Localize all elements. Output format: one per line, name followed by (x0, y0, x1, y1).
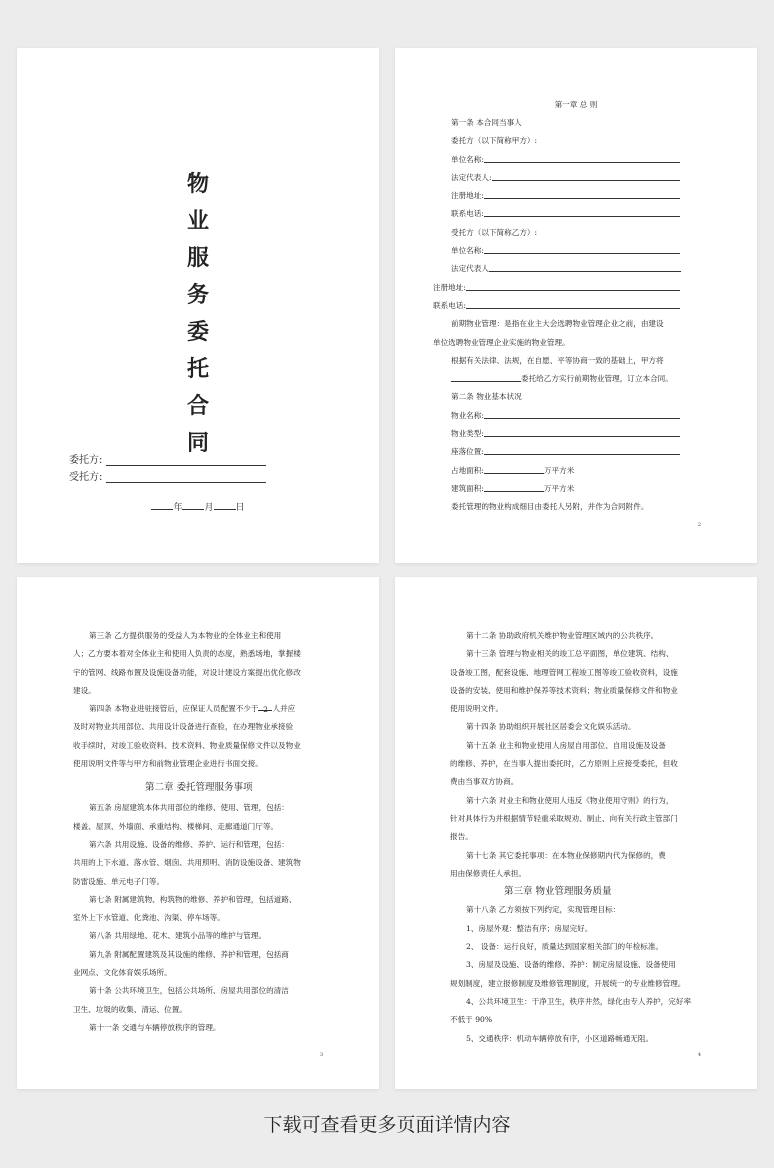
title-char: 托 (186, 357, 209, 382)
text-line: 的维修、养护，在当事人提出委托时，乙方原则上应接受委托，但收 (450, 759, 678, 769)
text-line: 第七条 附属建筑物、构筑物的维修、养护和管理，包括道路、 (89, 894, 297, 904)
text-line: 建设。 (73, 685, 96, 695)
chapter-heading: 第三章 物业管理服务质量 (504, 886, 612, 898)
text-line: 2、 设备：运行良好，质量达到国家相关部门的年检标准。 (466, 942, 664, 952)
client-label: 委托方: (69, 455, 103, 466)
text-line: 设备竣工图，配套设施、地理管网工程竣工图等竣工验收资料，设施 (450, 667, 678, 677)
text-line: 防雷设施、单元电子门等。 (73, 876, 165, 886)
text-line: 规划制度，建立报修制度及维修管理制度，开展统一的专业维修管理。 (450, 978, 686, 988)
text-line: 及时对物业共用部位、共用设计设备进行查验，在办理物业承接验 (73, 722, 294, 732)
text-line: 第三条 乙方提供服务的受益人为本物业的全体业主和使用 (89, 631, 282, 640)
title-char: 同 (186, 431, 209, 456)
title-char: 务 (186, 283, 209, 308)
text-line: 5、交通秩序：机动车辆停放有序，小区道路畅通无阻。 (466, 1033, 654, 1043)
page-number: 4 (697, 1052, 701, 1058)
title-char: 服 (186, 246, 209, 271)
text-line: 受托方（以下简称乙方）: (451, 227, 538, 237)
text-line: 不低于 90% (450, 1015, 493, 1025)
text-line: 室外上下水管道、化粪池、沟渠、停车场等。 (73, 913, 225, 923)
text-line: 卫生、垃圾的收集、清运、位置。 (73, 1004, 187, 1014)
title-char: 合 (186, 394, 209, 419)
trustee-label: 受托方: (69, 472, 103, 483)
text-line: 3、房屋及设施、设备的维修、养护：制定房屋设施、设备使用 (466, 960, 676, 970)
text-line: 使用说明文件。 (450, 704, 504, 714)
text-line: 第十二条 协助政府机关维护物业管理区域内的公共秩序。 (466, 631, 659, 640)
text-line: 第十一条 交通与车辆停放秩序的管理。 (89, 1022, 221, 1032)
page-2 (395, 48, 757, 563)
text-line: 第六条 共用设施、设备的维修、养护、运行和管理，包括： (89, 839, 289, 849)
text-line: 第十七条 其它委托事项：在本物业保修期内代为保修的，费 (466, 850, 666, 860)
cover-page (17, 48, 379, 563)
page-4-body (450, 627, 691, 1048)
text-line: 第九条 附属配置建筑及其设施的维修、养护和管理，包括商 (89, 949, 289, 959)
title-char: 物 (186, 172, 209, 197)
text-line: 第五条 房屋建筑本体共用部位的维修、使用、管理，包括： (89, 803, 289, 813)
title-char: 委 (186, 320, 209, 345)
text-line: 第十三条 管理与物业相关的竣工总平面图，单位建筑、结构、 (466, 649, 674, 659)
client-line (106, 456, 266, 466)
text-line: 第十条 公共环境卫生，包括公共场所、房屋共用部位的清洁 (89, 986, 289, 996)
text-line: 第十四条 协助组织开展社区居委会文化娱乐活动。 (466, 722, 636, 732)
text-line: 单位选聘物业管理企业实施的物业管理。 (433, 337, 570, 347)
text-line: 第十八条 乙方须按下列约定，实现管理目标： (466, 905, 621, 915)
page-4 (395, 577, 757, 1089)
text-line: 第八条 共用绿地、花木、建筑小品等的维护与管理。 (89, 931, 267, 941)
text-line: 1、房屋外观：整洁有序；房屋完好。 (466, 923, 593, 933)
page-number: 3 (319, 1052, 323, 1058)
text-line: 人；乙方要本着对全体业主和使用人负责的态度，熟悉场地，掌握楼 (73, 649, 301, 659)
text-line: 前期物业管理：是指在业主大会选聘物业管理企业之前，由建设 (451, 319, 664, 329)
text-line: 根据有关法律、法规，在自愿、平等协商一致的基础上，甲方将 (451, 355, 664, 365)
download-caption: 下载可查看更多页面详情内容 (263, 1114, 511, 1136)
text-line: 第一条 本合同当事人 (451, 118, 522, 127)
text-line: 用由保修责任人承担。 (450, 868, 526, 878)
trustee-line (106, 473, 266, 483)
page-number: 2 (697, 522, 701, 528)
text-line: 业网点、文化体育娱乐场所。 (73, 968, 172, 978)
text-line: 4、公共环境卫生：干净卫生，秩序井然，绿化由专人养护，完好率 (466, 996, 692, 1006)
cover-title (17, 166, 379, 462)
client-field (69, 451, 266, 466)
text-line: 委托管理的物业构成细目由委托人另附，并作为合同附件。 (451, 502, 649, 512)
text-line: 使用说明文件等与甲方和前物业管理企业进行书面交接。 (73, 759, 263, 769)
chapter-heading: 第一章 总 则 (554, 100, 598, 109)
text-line: 收手续时，对竣工验收资料、技术资料、物业质量保修文件以及物业 (73, 740, 301, 750)
text-line: 楼盖、屋顶、外墙面、承重结构、楼梯间、走廊通道门厅等。 (73, 821, 279, 831)
text-line: 委托方（以下简称甲方）: (451, 136, 538, 146)
text-line: 针对具体行为并根据情节轻重采取规劝、制止、向有关行政主管部门 (450, 813, 678, 823)
text-line: 设备的安装、使用和维护保养等技术资料；物业质量保修文件和物业 (450, 685, 678, 695)
trustee-field (69, 468, 266, 483)
text-line: 报告。 (450, 832, 473, 842)
page-3-body: 第三条 乙方提供服务的受益人为本物业的全体业主和使用 人；乙方要本着对全体业主和使用人负责的态度，熟悉场地，掌握楼 宇的管网、线路布置及设施设备功能，对设计建设方案提出优化修改 建设。 第四条 本物业进驻接管后，应保证人员配置不少于 2 人并应 及时对物业共用部位、共用设计设备进行查验，在办理物业承接验 收手续时，对竣工验收资料、技术资料、物业质量保修文件以及物业 使用说明文件等与甲方和前物业管理企业进行书面交接。 第二章 委托管理服务事项 第五条 房屋建筑本体共用部位的维修、使用、管理，包括： 楼盖、屋顶、外墙面、承重结构、楼梯间、走廊通道门厅等。 第六条 共用设施、设备的维修、养护、运行和管理，包括： 共用的上下水道、落水管、烟囱、共用照明、消防设施设备、建筑物 防雷设施、单元电子门等。 第七条 附属建筑物、构筑物的维修、养护和管理，包括道路、 室外上下水管道、化粪池、沟渠、停车场等。 第八条 共用绿地、花木、建筑小品等的维护与管理。 第九条 附属配置建筑及其设施的维修、养护和管理，包括商 业网点、文化体育娱乐场所。 第十条 公共环境卫生，包括公共场所、房屋共用部位的清洁 卫生、垃圾的收集、清运、位置。 第十一条 交通与车辆停放秩序的管理。 (73, 627, 301, 1037)
page-3 (17, 577, 379, 1089)
page-2-body: 第一条 本合同当事人 委托方（以下简称甲方）: 单位名称: 法定代表人: 注册地址: 联系电话: 受托方（以下简称乙方）: 单位名称: 法定代表人 注册地址: 联系电话: 前期物业管理：是指在业主大会选聘物业管理企业之前，由建设 单位选聘物业管理企业实施的物业管理。 根据有关法律、法规，在自愿、平等协商一致的基础上，甲方将 委托给乙方实行前期物业管理，订立本合同。 第二条 物业基本状况 物业名称: 物业类型: 座落位置: 占地面积: 万平方米 建筑面积: 万平方米 委托管理的物业构成细目由委托人另附，并作为合同附件。 (451, 114, 681, 517)
cover-date: 年 月 日 (17, 500, 379, 513)
chapter-heading: 第二章 委托管理服务事项 (145, 782, 253, 794)
text-line: 第十五条 业主和物业使用人房屋自用部位、自用设施及设备 (466, 740, 666, 750)
text-line: 第二条 物业基本状况 (451, 392, 522, 402)
text-line: 费由当事双方协商。 (450, 777, 519, 787)
text-line: 第十六条 对业主和物业使用人违反《物业使用守则》的行为， (466, 795, 674, 805)
text-line: 共用的上下水道、落水管、烟囱、共用照明、消防设施设备、建筑物 (73, 858, 301, 868)
title-char: 业 (186, 209, 209, 234)
text-line: 宇的管网、线路布置及设施设备功能，对设计建设方案提出优化修改 (73, 667, 301, 677)
